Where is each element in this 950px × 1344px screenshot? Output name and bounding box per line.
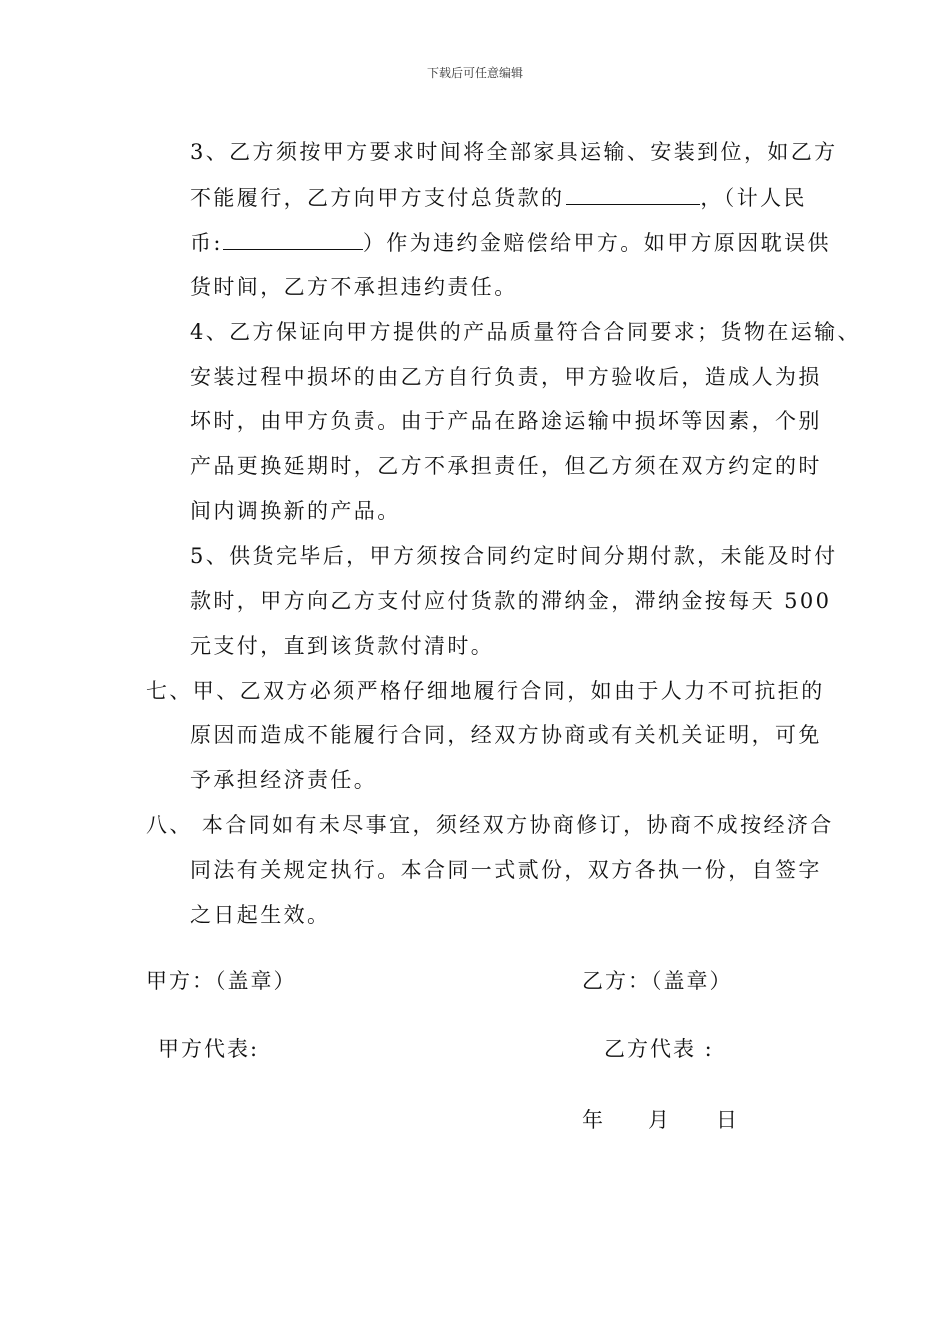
penalty-amount-blank bbox=[223, 227, 363, 250]
clause3-line4: 货时间，乙方不承担违约责任。 bbox=[190, 275, 518, 299]
section7-line1: 七、甲、乙双方必须严格仔细地履行合同，如由于人力不可抗拒的 bbox=[146, 679, 825, 703]
date-year: 年 bbox=[582, 1108, 605, 1132]
party-a-seal: 甲方：（盖章） bbox=[146, 969, 297, 993]
party-b-representative: 乙方代表 : bbox=[604, 1037, 714, 1061]
clause3-line2 bbox=[190, 182, 807, 213]
party-b-seal: 乙方：（盖章） bbox=[582, 969, 733, 993]
section8-line1: 八、 本合同如有未尽事宜，须经双方协商修订，协商不成按经济合 bbox=[146, 813, 834, 837]
clause3-line3-text-a: 币: bbox=[190, 231, 223, 255]
clause5-line2: 款时，甲方向乙方支付应付货款的滞纳金，滞纳金按每天 500 bbox=[190, 589, 832, 613]
clause5-line3: 元支付，直到该货款付清时。 bbox=[190, 634, 495, 658]
clause3-line3-text-b: ）作为违约金赔偿给甲方。如甲方原因耽误供 bbox=[362, 231, 831, 255]
clause5-line1: 5、供货完毕后，甲方须按合同约定时间分期付款，未能及时付 bbox=[190, 544, 838, 568]
header-note: 下载后可任意编辑 bbox=[426, 66, 523, 80]
date-month: 月 bbox=[648, 1108, 671, 1132]
clause3-line2-text-b: ，（计人民 bbox=[700, 186, 807, 210]
clause3-line2-text-a: 不能履行，乙方向甲方支付总货款的 bbox=[190, 186, 565, 210]
clause3-line1: 3、乙方须按甲方要求时间将全部家具运输、安装到位，如乙方 bbox=[190, 140, 838, 164]
clause4-line4: 产品更换延期时，乙方不承担责任，但乙方须在双方约定的时 bbox=[190, 454, 822, 478]
clause4-line5: 间内调换新的产品。 bbox=[190, 499, 401, 523]
clause4-line3: 坏时，由甲方负责。由于产品在路途运输中损坏等因素，个别 bbox=[190, 409, 822, 433]
section8-line3: 之日起生效。 bbox=[190, 903, 331, 927]
section8-line2: 同法有关规定执行。本合同一式贰份，双方各执一份，自签字 bbox=[190, 858, 822, 882]
clause4-line2: 安装过程中损坏的由乙方自行负责，甲方验收后，造成人为损 bbox=[190, 365, 822, 389]
section7-line2: 原因而造成不能履行合同，经双方协商或有关机关证明，可免 bbox=[190, 723, 822, 747]
clause3-line3 bbox=[190, 227, 831, 258]
section7-line3: 予承担经济责任。 bbox=[190, 768, 378, 792]
date-day: 日 bbox=[716, 1108, 739, 1132]
penalty-percentage-blank bbox=[566, 182, 700, 205]
clause4-line1: 4、乙方保证向甲方提供的产品质量符合合同要求；货物在运输、 bbox=[190, 320, 861, 344]
party-a-representative: 甲方代表: bbox=[158, 1037, 260, 1061]
